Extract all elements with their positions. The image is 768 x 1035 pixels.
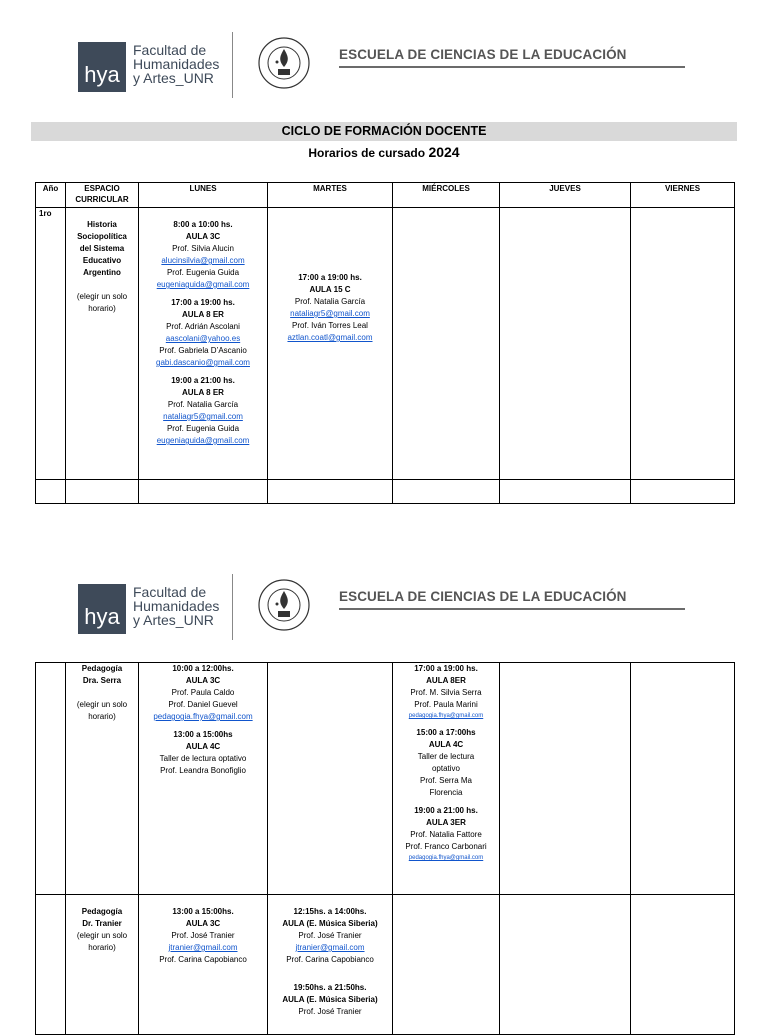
col-viernes: VIERNES [631, 183, 735, 208]
year-cell [36, 895, 66, 1035]
jueves-cell [500, 663, 631, 895]
slot-text: Florencia [429, 788, 463, 797]
subtitle-year: 2024 [428, 144, 460, 160]
subject-line: Argentino [83, 268, 121, 277]
email-link[interactable]: nataliagr5@gmail.com [290, 309, 370, 318]
page2-header [0, 572, 768, 652]
slot-room: AULA 4C [428, 740, 464, 749]
year-cell [36, 663, 66, 895]
schedule-slot [268, 982, 392, 1018]
choose-note: (elegir un solo horario) [76, 931, 128, 952]
schedule-slot [139, 297, 267, 369]
subject-cell [66, 208, 139, 480]
faculty-line-3: y Artes_UNR [133, 70, 214, 86]
schedule-subtitle [31, 144, 737, 160]
slot-text: Prof. Natalia Fattore [410, 830, 482, 839]
col-lunes: LUNES [139, 183, 268, 208]
martes-cell [268, 663, 393, 895]
faculty-line-1: Facultad de [133, 42, 207, 58]
schedule-slot [393, 727, 499, 799]
empty-cell [393, 480, 500, 504]
slot-room: AULA (E. Música Siberia) [282, 919, 378, 928]
university-seal-icon [257, 36, 311, 90]
email-link[interactable]: aztlan.coatl@gmail.com [287, 333, 373, 342]
martes-cell [268, 208, 393, 480]
martes-cell [268, 895, 393, 1035]
slot-time: 12:15hs. a 14:00hs. [293, 907, 367, 916]
school-underline [339, 66, 685, 68]
schedule-slot [393, 663, 499, 721]
slot-time: 19:00 a 21:00 hs. [171, 376, 235, 385]
slot-text: Prof. Adrián Ascolani [166, 322, 240, 331]
email-link[interactable]: alucinsilvia@gmail.com [161, 256, 245, 265]
col-jueves: JUEVES [500, 183, 631, 208]
school-title: ESCUELA DE CIENCIAS DE LA EDUCACIÓN [339, 47, 627, 62]
slot-room: AULA 3C [185, 676, 221, 685]
slot-text: Prof. Paula Marini [414, 700, 478, 709]
slot-text: Prof. José Tranier [298, 931, 362, 940]
slot-text: Prof. Natalia García [167, 400, 239, 409]
school-underline [339, 608, 685, 610]
slot-room: AULA 4C [185, 742, 221, 751]
schedule-slot [268, 272, 392, 344]
slot-time: 19:50hs. a 21:50hs. [293, 983, 367, 992]
slot-time: 8:00 a 10:00 hs. [173, 220, 233, 229]
slot-text: Prof. Gabriela D’Ascanio [159, 346, 247, 355]
slot-text: Prof. Natalia García [294, 297, 366, 306]
page1-header [0, 30, 768, 110]
schedule-slot [139, 729, 267, 777]
hya-logo: hya [78, 42, 126, 92]
schedule-slot [393, 805, 499, 863]
subject-line: Pedagogía [81, 907, 123, 916]
empty-cell [631, 480, 735, 504]
miercoles-cell [393, 208, 500, 480]
miercoles-cell [393, 663, 500, 895]
lunes-cell [139, 663, 268, 895]
col-year: Año [36, 183, 66, 208]
slot-text: Prof. Eugenia Guida [166, 268, 240, 277]
slot-text: Prof. José Tranier [171, 931, 235, 940]
school-title: ESCUELA DE CIENCIAS DE LA EDUCACIÓN [339, 589, 627, 604]
col-subject: ESPACIO CURRICULAR [66, 183, 139, 208]
email-link[interactable]: pedagogia.fhya@gmail.com [153, 712, 253, 721]
slot-text: Prof. Carina Capobianco [159, 955, 247, 964]
slot-time: 13:00 a 15:00hs [173, 730, 233, 739]
table-row [36, 895, 735, 1035]
header-divider [232, 574, 233, 640]
slot-time: 15:00 a 17:00hs [416, 728, 476, 737]
subject-cell [66, 895, 139, 1035]
slot-room: AULA 8 ER [182, 310, 224, 319]
slot-time: 17:00 a 19:00 hs. [298, 273, 362, 282]
email-link[interactable]: eugeniaguida@gmail.com [156, 436, 250, 445]
choose-note: (elegir un solo horario) [76, 292, 128, 313]
jueves-cell [500, 895, 631, 1035]
hya-logo: hya [78, 584, 126, 634]
subtitle-text: Horarios de cursado [308, 146, 426, 160]
slot-text: Prof. Eugenia Guida [166, 424, 240, 433]
table-row [36, 208, 735, 480]
lunes-cell [139, 208, 268, 480]
slot-room: AULA 8ER [426, 676, 466, 685]
slot-text: Prof. Carina Capobianco [286, 955, 374, 964]
slot-text: Prof. Paula Caldo [171, 688, 235, 697]
slot-text: Prof. Franco Carbonari [405, 842, 487, 851]
schedule-slot [268, 906, 392, 966]
faculty-name [133, 43, 219, 85]
subject-cell [66, 663, 139, 895]
email-link[interactable]: jtranier@gmail.com [168, 943, 238, 952]
viernes-cell [631, 895, 735, 1035]
slot-room: AULA 3ER [426, 818, 466, 827]
email-link[interactable]: jtranier@gmail.com [295, 943, 365, 952]
email-link[interactable]: pedagogia.fhya@gmail.com [408, 855, 484, 861]
header-divider [232, 32, 233, 98]
col-miercoles: MIÉRCOLES [393, 183, 500, 208]
slot-text: Prof. Silvia Alucin [172, 244, 234, 253]
slot-time: 17:00 a 19:00 hs. [414, 664, 478, 673]
slot-text: Taller de lectura [417, 752, 475, 761]
subject-line: Historia [87, 220, 117, 229]
slot-text: Prof. M. Silvia Serra [410, 688, 482, 697]
subject-line: del Sistema [79, 244, 125, 253]
faculty-line-2: Humanidades [133, 598, 220, 614]
miercoles-cell [393, 895, 500, 1035]
col-martes: MARTES [268, 183, 393, 208]
email-link[interactable]: aascolani@yahoo.es [165, 334, 241, 343]
email-link[interactable]: pedagogia.fhya@gmail.com [408, 713, 484, 719]
jueves-cell [500, 208, 631, 480]
empty-cell [139, 480, 268, 504]
email-link[interactable]: gabi.dascanio@gmail.com [156, 358, 250, 367]
email-link[interactable]: eugeniaguida@gmail.com [156, 280, 250, 289]
schedule-slot [139, 906, 267, 966]
choose-note: (elegir un solo horario) [76, 700, 128, 721]
slot-text: Prof. Serra Ma [419, 776, 472, 785]
subject-line: Dr. Tranier [82, 919, 122, 928]
table-row [36, 480, 735, 504]
schedule-table-page1 [35, 182, 735, 504]
faculty-line-2: Humanidades [133, 56, 220, 72]
empty-cell [268, 480, 393, 504]
schedule-slot [139, 375, 267, 447]
empty-cell [36, 480, 66, 504]
table-row [36, 663, 735, 895]
schedule-slot [139, 663, 267, 723]
slot-text: Prof. Iván Torres Leal [292, 321, 368, 330]
slot-room: AULA 15 C [309, 285, 351, 294]
schedule-slot [139, 219, 267, 291]
slot-time: 19:00 a 21:00 hs. [414, 806, 478, 815]
viernes-cell [631, 208, 735, 480]
university-seal-icon [257, 578, 311, 632]
faculty-line-3: y Artes_UNR [133, 612, 214, 628]
slot-text: Taller de lectura optativo [159, 754, 247, 763]
schedule-table-page2 [35, 662, 735, 1035]
empty-cell [66, 480, 139, 504]
slot-text: Prof. Leandra Bonofiglio [160, 766, 246, 775]
faculty-name [133, 585, 219, 627]
subject-line: Dra. Serra [82, 676, 122, 685]
slot-room: AULA 3C [185, 232, 221, 241]
subject-line: Educativo [82, 256, 122, 265]
email-link[interactable]: nataliagr5@gmail.com [163, 412, 243, 421]
cycle-title: CICLO DE FORMACIÓN DOCENTE [31, 122, 737, 141]
slot-room: AULA (E. Música Siberia) [282, 995, 378, 1004]
viernes-cell [631, 663, 735, 895]
header-row [36, 183, 735, 208]
slot-time: 17:00 a 19:00 hs. [171, 298, 235, 307]
slot-text: optativo [431, 764, 461, 773]
slot-room: AULA 3C [185, 919, 221, 928]
slot-time: 10:00 a 12:00hs. [172, 664, 234, 673]
lunes-cell [139, 895, 268, 1035]
slot-room: AULA 8 ER [182, 388, 224, 397]
slot-text: Prof. José Tranier [298, 1007, 362, 1016]
slot-text: Prof. Daniel Guevel [168, 700, 238, 709]
subject-line: Sociopolítica [77, 232, 127, 241]
slot-time: 13:00 a 15:00hs. [172, 907, 234, 916]
faculty-line-1: Facultad de [133, 584, 207, 600]
year-cell: 1ro [36, 208, 66, 480]
empty-cell [500, 480, 631, 504]
subject-line: Pedagogía [81, 664, 123, 673]
